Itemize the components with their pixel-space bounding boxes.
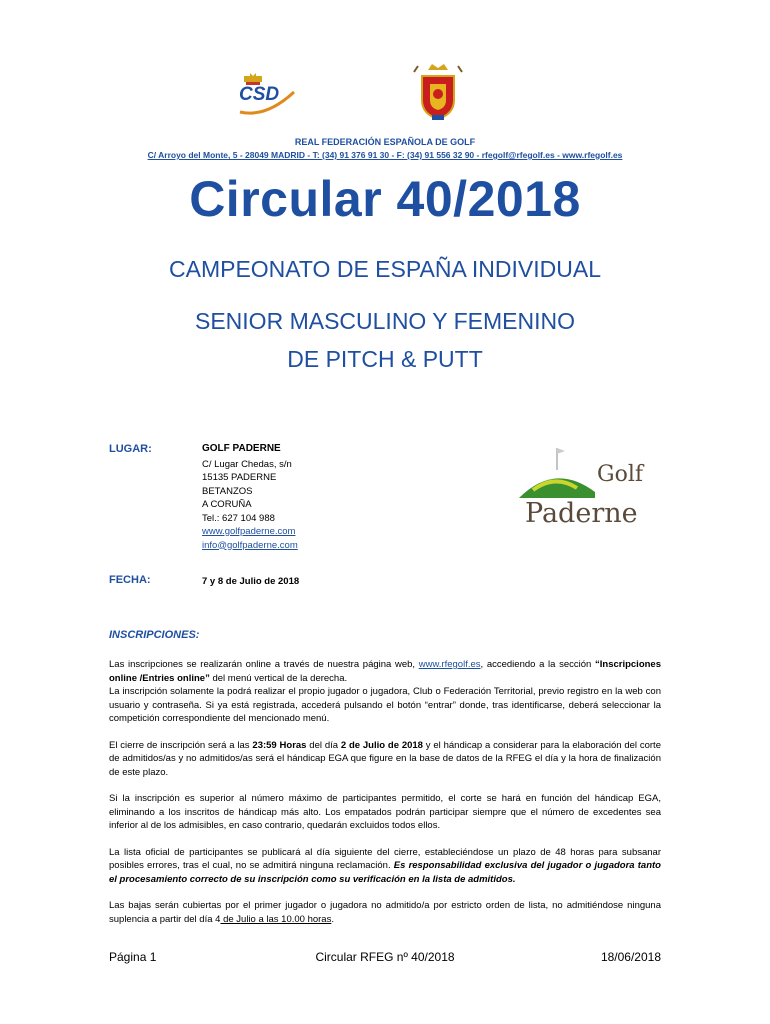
csd-text: CSD [239, 84, 280, 105]
paragraph-official-list [109, 846, 661, 887]
golf-paderne-line2: Paderne [525, 498, 638, 529]
subtitle-championship: CAMPEONATO DE ESPAÑA INDIVIDUAL [169, 256, 601, 282]
text: . [331, 913, 334, 925]
venue-web-link[interactable]: www.golfpaderne.com [202, 526, 296, 537]
text: , accediendo a la sección [480, 659, 595, 670]
deadline-date: 2 de Julio de 2018 [340, 739, 423, 751]
venue-town: BETANZOS [202, 485, 253, 497]
text: El cierre de inscripción será a las [109, 739, 253, 751]
venue-label: LUGAR: [109, 443, 152, 455]
text: Las inscripciones se realizarán online a través de nuestra página web, [109, 659, 419, 670]
paragraph-withdrawals [109, 899, 661, 926]
deadline-time: 23:59 Horas [252, 739, 307, 751]
venue-block [202, 442, 298, 552]
footer-circular: Circular RFEG nº 40/2018 [315, 950, 455, 964]
date-value: 7 y 8 de Julio de 2018 [202, 576, 300, 587]
header-address: C/ Arroyo del Monte, 5 - 28049 MADRID - T: (34) 91 376 91 30 - F: (34) 91 556 32 90 - rfegolf@rfegolf.es - www.rfegolf.es [147, 150, 623, 160]
header-organization: REAL FEDERACIÓN ESPAÑOLA DE GOLF [294, 137, 476, 147]
venue-street: C/ Lugar Chedas, s/n [202, 458, 292, 470]
venue-email-link[interactable]: info@golfpaderne.com [202, 539, 298, 551]
text: Las bajas serán cubiertas por el primer jugador o jugadora no admitido/a por estricto orden de lista, no admitiéndose ninguna suplencia a partir del día 4 [109, 900, 661, 925]
subtitle-modality: DE PITCH & PUTT [287, 346, 483, 372]
circular-title: Circular 40/2018 [189, 171, 581, 227]
venue-postal: 15135 PADERNE [202, 472, 277, 483]
golf-paderne-logo [515, 440, 665, 535]
text: Si la inscripción es superior al número máximo de participantes permitido, el corte se hará en función del hándicap EGA, eliminando a los inscritos de hándicap más alto. Los empatados podrán participar siempre que el número de excedentes sea inferior al de los admisibles, en caso contrario, quedarán excluidos todos ellos. [109, 793, 661, 831]
venue-name: GOLF PADERNE [202, 443, 281, 454]
inscriptions-body [109, 658, 661, 939]
paragraph-cut [109, 792, 661, 833]
rfeg-crest [412, 62, 464, 122]
text: del menú vertical de la derecha. [209, 672, 348, 684]
responsibility-note: Es responsabilidad exclusiva del jugador o jugadora tanto el procesamiento correcto de su inscripción como su verificación en la lista de admitidos. [109, 860, 661, 885]
text: La inscripción solamente la podrá realizar el propio jugador o jugadora, Club o Federación Territorial, previo registro en la web con usuario y contraseña. Si ya está registrada, accederá pulsando el botón “entrar” donde, tras identificarse, deberá seleccionar la competición correspondiente del mencionado menú. [109, 686, 661, 724]
venue-phone: Tel.: 627 104 988 [202, 512, 275, 524]
date-label: FECHA: [109, 574, 151, 586]
golf-paderne-line1: Golf [597, 462, 643, 487]
section-name: “Inscripciones online /Entries online” [109, 659, 661, 684]
paragraph-online-registration [109, 658, 661, 726]
substitution-deadline: de Julio a las 10.00 horas [220, 913, 332, 925]
footer-date: 18/06/2018 [600, 950, 661, 964]
rfegolf-link[interactable]: www.rfegolf.es [418, 659, 481, 670]
inscriptions-heading: INSCRIPCIONES: [109, 629, 200, 641]
subtitle-category: SENIOR MASCULINO Y FEMENINO [195, 308, 575, 334]
text: La lista oficial de participantes se publicará al día siguiente del cierre, estableciéndose un plazo de 48 horas para subsanar posibles errores, tras el cual, no se admitirá ninguna reclamación. [109, 846, 661, 871]
paragraph-deadline [109, 739, 661, 780]
text: del día [306, 739, 341, 751]
text: y el hándicap a considerar para la elaboración del corte de admitidos/as y no admitidos/as será el hándicap EGA que figure en la base de datos de la RFEG el día y la hora de finalización de este plazo. [109, 739, 661, 778]
footer-page: Página 1 [109, 950, 157, 964]
csd-logo [236, 70, 298, 120]
venue-province: A CORUÑA [202, 499, 252, 510]
